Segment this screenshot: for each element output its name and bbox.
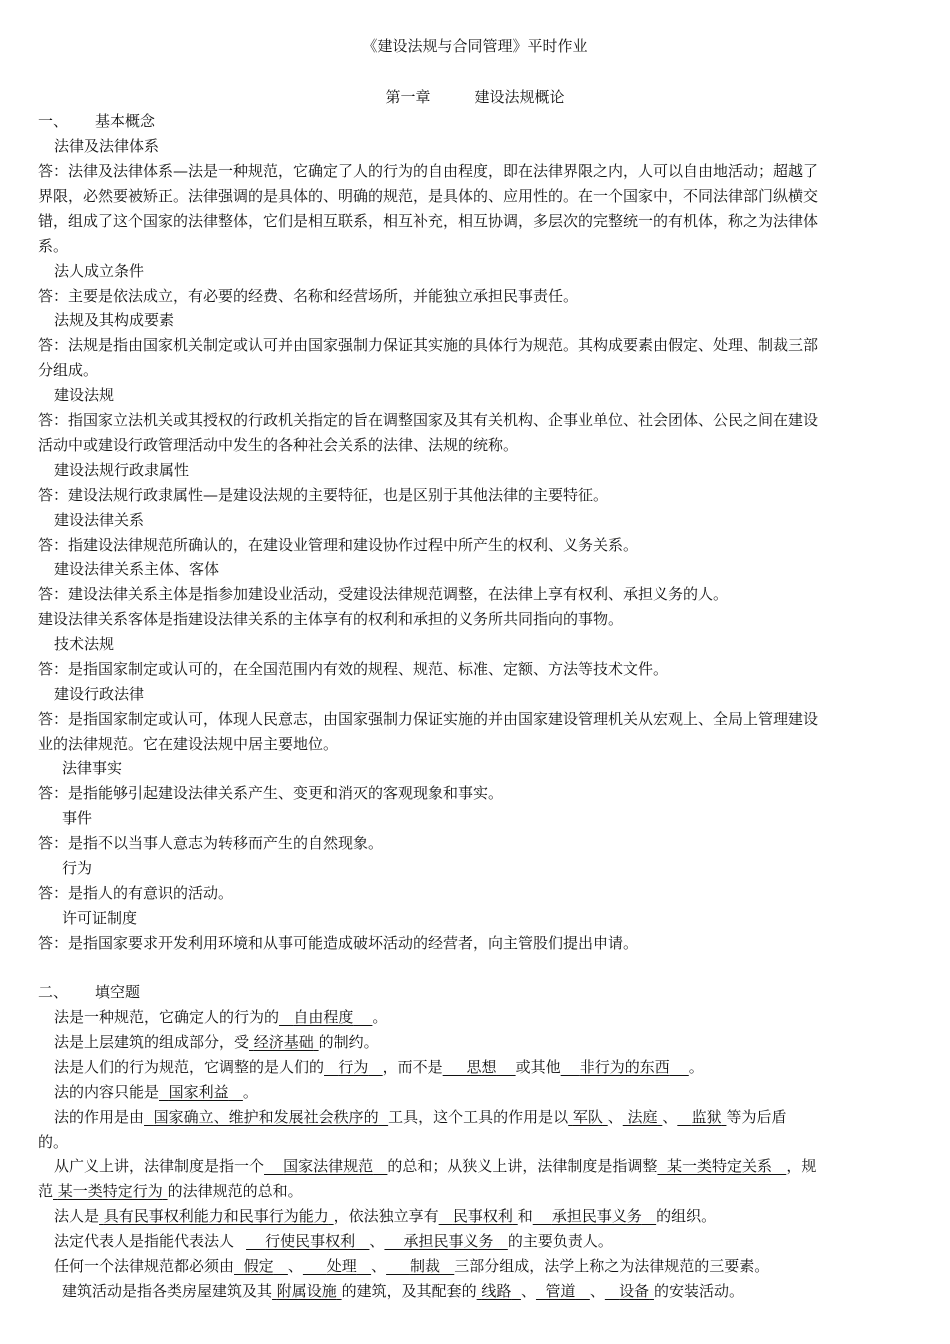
question-text: 的组织。 (656, 1207, 717, 1225)
concept-answer-line: 答：主要是依法成立，有必要的经费、名称和经营场所，并能独立承担民事责任。 (38, 287, 579, 305)
answer-blank: 行使民事权利 (265, 1232, 356, 1250)
fill-question (54, 1204, 926, 1229)
answer-blank: 制裁 (409, 1257, 440, 1275)
question-text: ，而不是 (382, 1058, 443, 1076)
section-heading-concepts (38, 109, 910, 134)
answer-blank: 军队 (572, 1108, 603, 1126)
question-text: 、 (662, 1108, 678, 1126)
fill-question (62, 1279, 934, 1304)
concept-answer-line: 答：指建设法律规范所确认的，在建设业管理和建设协作过程中所产生的权利、义务关系。 (38, 536, 639, 554)
question-text: 、 (607, 1108, 623, 1126)
concept-answer-line: 答：建设法律关系主体是指参加建设业活动，受建设法律规范调整，在法律上享有权利、承担义务的人。 (38, 585, 729, 603)
concept-answer-line: 活动中或建设行政管理活动中发生的各种社会关系的法律、法规的统称。 (38, 436, 519, 454)
answer-blank: 承担民事义务 (403, 1232, 494, 1250)
question-text: 的法律规范的总和。 (167, 1182, 303, 1200)
answer-blank: 附属设施 (276, 1282, 337, 1300)
fill-question-continuation: 的。 (38, 1133, 69, 1151)
concept-answer-line: 答：指国家立法机关或其授权的行政机关指定的旨在调整国家及其有关机构、企事业单位、社会团体、公民之间在建设 (38, 411, 819, 429)
answer-blank: 管道 (545, 1282, 576, 1300)
question-text: ，规 (786, 1157, 817, 1175)
question-text: 。 (688, 1058, 704, 1076)
chapter-heading (0, 85, 950, 110)
question-text: 法是一种规范，它确定人的行为的 (54, 1008, 280, 1026)
section-number: 二、 (38, 983, 69, 1001)
concept-term: 建设法律关系主体、客体 (54, 560, 220, 578)
concept-answer-line: 答：建设法规行政隶属性—是建设法规的主要特征，也是区别于其他法律的主要特征。 (38, 486, 609, 504)
answer-blank: 具有民事权利能力和民事行为能力 (103, 1207, 329, 1225)
question-text: 法人是 (54, 1207, 100, 1225)
question-text: 、 (589, 1282, 605, 1300)
question-text: 工具，这个工具的作用是以 (388, 1108, 569, 1126)
section-number: 一、 (38, 112, 69, 130)
concept-answer-line: 答：法律及法律体系—法是一种规范，它确定了人的行为的自由程度，即在法律界限之内，人可以自由地活动；超越了 (38, 162, 819, 180)
concept-term: 法律及法律体系 (54, 137, 160, 155)
answer-blank: 假定 (243, 1257, 274, 1275)
question-text: 、 (371, 1257, 387, 1275)
question-text: 、 (287, 1257, 303, 1275)
question-text: 的制约。 (318, 1033, 379, 1051)
question-text: 三部分组成，法学上称之为法律规范的三要素。 (454, 1257, 770, 1275)
fill-question (54, 1105, 926, 1130)
concept-term: 建设法规行政隶属性 (54, 461, 190, 479)
concept-term: 法规及其构成要素 (54, 311, 175, 329)
fill-question (54, 1055, 926, 1080)
concept-answer-line: 建设法律关系客体是指建设法律关系的主体享有的权利和承担的义务所共同指向的事物。 (38, 610, 624, 628)
concept-answer-line: 系。 (38, 237, 69, 255)
fill-question (54, 1154, 926, 1179)
question-text: 从广义上讲，法律制度是指一个 (54, 1157, 265, 1175)
fill-question (54, 1080, 926, 1105)
concept-term: 建设法律关系 (54, 511, 145, 529)
chapter-title: 建设法规概论 (474, 88, 565, 106)
question-text: 范 (38, 1182, 54, 1200)
document-title: 《建设法规与合同管理》平时作业 (362, 37, 588, 55)
question-text: 法是上层建筑的组成部分，受 (54, 1033, 250, 1051)
concept-answer-line: 业的法律规范。它在建设法规中居主要地位。 (38, 735, 339, 753)
concept-answer-line: 分组成。 (38, 361, 99, 379)
concept-answer-line: 答：是指能够引起建设法律关系产生、变更和消灭的客观现象和事实。 (38, 784, 504, 802)
question-text: 或其他 (515, 1058, 561, 1076)
answer-blank: 自由程度 (293, 1008, 354, 1026)
concept-term: 建设法规 (54, 386, 115, 404)
fill-question (54, 1254, 926, 1279)
answer-blank: 民事权利 (452, 1207, 513, 1225)
question-text: 法的作用是由 (54, 1108, 145, 1126)
answer-blank: 非行为的东西 (579, 1058, 670, 1076)
answer-blank: 行为 (338, 1058, 369, 1076)
answer-blank: 处理 (326, 1257, 357, 1275)
concept-answer-line: 界限，必然要被矫正。法律强调的是具体的、明确的规范，是具体的、应用性的。在一个国家中，不同法律部门纵横交 (38, 187, 819, 205)
concept-term: 事件 (62, 809, 93, 827)
answer-blank: 法庭 (627, 1108, 658, 1126)
concept-term: 许可证制度 (62, 909, 138, 927)
answer-blank: 某一类特定关系 (666, 1157, 772, 1175)
question-text: 的建筑，及其配套的 (341, 1282, 477, 1300)
concept-term: 法人成立条件 (54, 262, 145, 280)
chapter-number: 第一章 (385, 88, 431, 106)
answer-blank: 某一类特定行为 (57, 1182, 163, 1200)
answer-blank: 经济基础 (253, 1033, 314, 1051)
concept-answer-line: 答：是指人的有意识的活动。 (38, 884, 234, 902)
question-text: 。 (242, 1083, 258, 1101)
concept-term: 行为 (62, 859, 93, 877)
question-text: 等为后盾 (726, 1108, 787, 1126)
question-text: ，依法独立享有 (333, 1207, 439, 1225)
fill-question (54, 1229, 926, 1254)
answer-blank: 设备 (619, 1282, 650, 1300)
concept-answer-line: 答：是指国家制定或认可，体现人民意志，由国家强制力保证实施的并由国家建设管理机关从宏观上、全局上管理建设 (38, 710, 819, 728)
concept-answer-line: 答：是指不以当事人意志为转移而产生的自然现象。 (38, 834, 384, 852)
concept-answer-line: 答：是指国家制定或认可的，在全国范围内有效的规程、规范、标准、定额、方法等技术文件。 (38, 660, 669, 678)
concept-term: 技术法规 (54, 635, 115, 653)
question-text: 的总和；从狭义上讲，法律制度是指调整 (387, 1157, 658, 1175)
question-text: 任何一个法律规范都必须由 (54, 1257, 235, 1275)
question-text: 的主要负责人。 (507, 1232, 613, 1250)
concept-answer-line: 答：法规是指由国家机关制定或认可并由国家强制力保证其实施的具体行为规范。其构成要素由假定、处理、制裁三部 (38, 336, 819, 354)
question-text: 、 (520, 1282, 536, 1300)
section-heading-fill (38, 980, 910, 1005)
question-text: 建筑活动是指各类房屋建筑及其 (62, 1282, 273, 1300)
question-text: 。 (372, 1008, 388, 1026)
section-title: 基本概念 (95, 112, 156, 130)
section-title: 填空题 (95, 983, 141, 1001)
question-text: 法的内容只能是 (54, 1083, 160, 1101)
question-text: 和 (517, 1207, 533, 1225)
concept-term: 法律事实 (62, 759, 123, 777)
answer-blank: 国家确立、维护和发展社会秩序的 (153, 1108, 379, 1126)
question-text: 的安装活动。 (653, 1282, 744, 1300)
fill-question (54, 1005, 926, 1030)
answer-blank: 监狱 (691, 1108, 722, 1126)
answer-blank: 国家法律规范 (283, 1157, 374, 1175)
question-text: 、 (369, 1232, 385, 1250)
question-text: 法定代表人是指能代表法人 (54, 1232, 235, 1250)
answer-blank: 国家利益 (168, 1083, 229, 1101)
question-text: 法是人们的行为规范，它调整的是人们的 (54, 1058, 325, 1076)
concept-answer-line: 错，组成了这个国家的法律整体，它们是相互联系，相互补充，相互协调，多层次的完整统一的有机体，称之为法律体 (38, 212, 819, 230)
fill-question (54, 1030, 926, 1055)
concept-answer-line: 答：是指国家要求开发利用环境和从事可能造成破坏活动的经营者，向主管股们提出申请。 (38, 934, 639, 952)
answer-blank: 承担民事义务 (551, 1207, 642, 1225)
concept-term: 建设行政法律 (54, 685, 145, 703)
answer-blank: 线路 (481, 1282, 512, 1300)
fill-question-continuation (38, 1179, 910, 1204)
answer-blank: 思想 (466, 1058, 497, 1076)
